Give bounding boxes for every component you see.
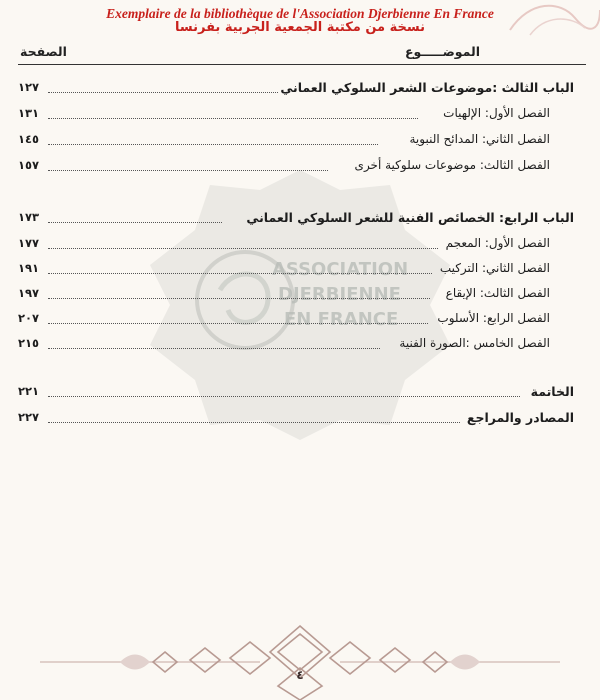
toc-entry-title: الباب الرابع: الخصائص الفنية للشعر السلوكي العماني bbox=[246, 210, 574, 225]
dot-leader bbox=[48, 92, 278, 93]
dot-leader bbox=[48, 396, 520, 397]
toc-entry-page: ٢٢١ bbox=[18, 384, 40, 398]
toc-entry-page: ١٩٧ bbox=[18, 286, 40, 300]
toc-entry-chapter-3-section-1 bbox=[18, 106, 550, 126]
toc-entry-page: ٢٢٧ bbox=[18, 410, 40, 424]
dot-leader bbox=[48, 144, 378, 145]
toc-entry-page: ١٧٧ bbox=[18, 236, 40, 250]
toc-entry-title: الخاتمة bbox=[530, 384, 574, 399]
dot-leader bbox=[48, 298, 430, 299]
page-column-label: الصفحة bbox=[20, 44, 67, 59]
toc-entry-title: الفصل الثاني: المدائح النبوية bbox=[409, 132, 550, 146]
watermark-line-3: EN FRANCE bbox=[284, 309, 399, 330]
toc-entry-page: ١٢٧ bbox=[18, 80, 40, 94]
dot-leader bbox=[48, 273, 432, 274]
dot-leader bbox=[48, 348, 380, 349]
toc-entry-references bbox=[18, 410, 574, 430]
corner-ornament-icon bbox=[490, 0, 600, 40]
watermark-line-1: ASSOCIATION bbox=[272, 259, 409, 280]
page-number: ٤ bbox=[296, 668, 304, 682]
toc-entry-title: الفصل الأول: الإلهيات bbox=[443, 106, 550, 120]
toc-entry-page: ١٧٣ bbox=[18, 210, 40, 224]
toc-entry-chapter-4-section-1 bbox=[18, 236, 550, 256]
toc-entry-title: الباب الثالث :موضوعات الشعر السلوكي العماني bbox=[280, 80, 574, 95]
header-divider bbox=[18, 64, 586, 65]
toc-header bbox=[20, 44, 580, 62]
dot-leader bbox=[48, 422, 460, 423]
toc-entry-page: ٢١٥ bbox=[18, 336, 40, 350]
dot-leader bbox=[48, 222, 222, 223]
toc-entry-chapter-3-section-2 bbox=[18, 132, 550, 152]
toc-entry-page: ٢٠٧ bbox=[18, 311, 40, 325]
dot-leader bbox=[48, 323, 428, 324]
toc-entry-chapter-3-section-3 bbox=[18, 158, 550, 178]
toc-entry-title: الفصل الخامس :الصورة الفنية bbox=[399, 336, 550, 350]
toc-entry-chapter-4-section-3 bbox=[18, 286, 550, 306]
dot-leader bbox=[48, 248, 438, 249]
toc-entry-page: ١٣١ bbox=[18, 106, 40, 120]
library-stamp-french: Exemplaire de la bibliothèque de l'Association Djerbienne En France bbox=[106, 6, 494, 21]
toc-entry-chapter-4-section-5 bbox=[18, 336, 550, 356]
toc-entry-title: الفصل الأول: المعجم bbox=[445, 236, 550, 250]
table-of-contents bbox=[0, 72, 600, 452]
dot-leader bbox=[48, 118, 418, 119]
toc-entry-chapter-4 bbox=[18, 210, 574, 230]
dot-leader bbox=[48, 170, 328, 171]
topic-column-label: الموضـــــوع bbox=[404, 44, 480, 59]
toc-entry-title: الفصل الثالث: الإيقاع bbox=[445, 286, 550, 300]
toc-entry-chapter-4-section-4 bbox=[18, 311, 550, 331]
toc-entry-title: الفصل الرابع: الأسلوب bbox=[437, 311, 550, 325]
toc-entry-chapter-3 bbox=[18, 80, 574, 100]
footer-ornament-icon bbox=[0, 622, 600, 700]
toc-entry-title: الفصل الثالث: موضوعات سلوكية أخرى bbox=[354, 158, 550, 172]
toc-entry-page: ١٥٧ bbox=[18, 158, 40, 172]
toc-entry-chapter-4-section-2 bbox=[18, 261, 550, 281]
toc-entry-title: الفصل الثاني: التركيب bbox=[439, 261, 550, 275]
toc-entry-title: المصادر والمراجع bbox=[466, 410, 574, 425]
toc-entry-page: ١٩١ bbox=[18, 261, 40, 275]
toc-entry-page: ١٤٥ bbox=[18, 132, 40, 146]
toc-entry-conclusion bbox=[18, 384, 574, 404]
library-stamp-arabic: نسخة من مكتبة الجمعية الجربية بفرنسا bbox=[175, 20, 425, 35]
watermark-line-2: DJERBIENNE bbox=[278, 284, 401, 305]
